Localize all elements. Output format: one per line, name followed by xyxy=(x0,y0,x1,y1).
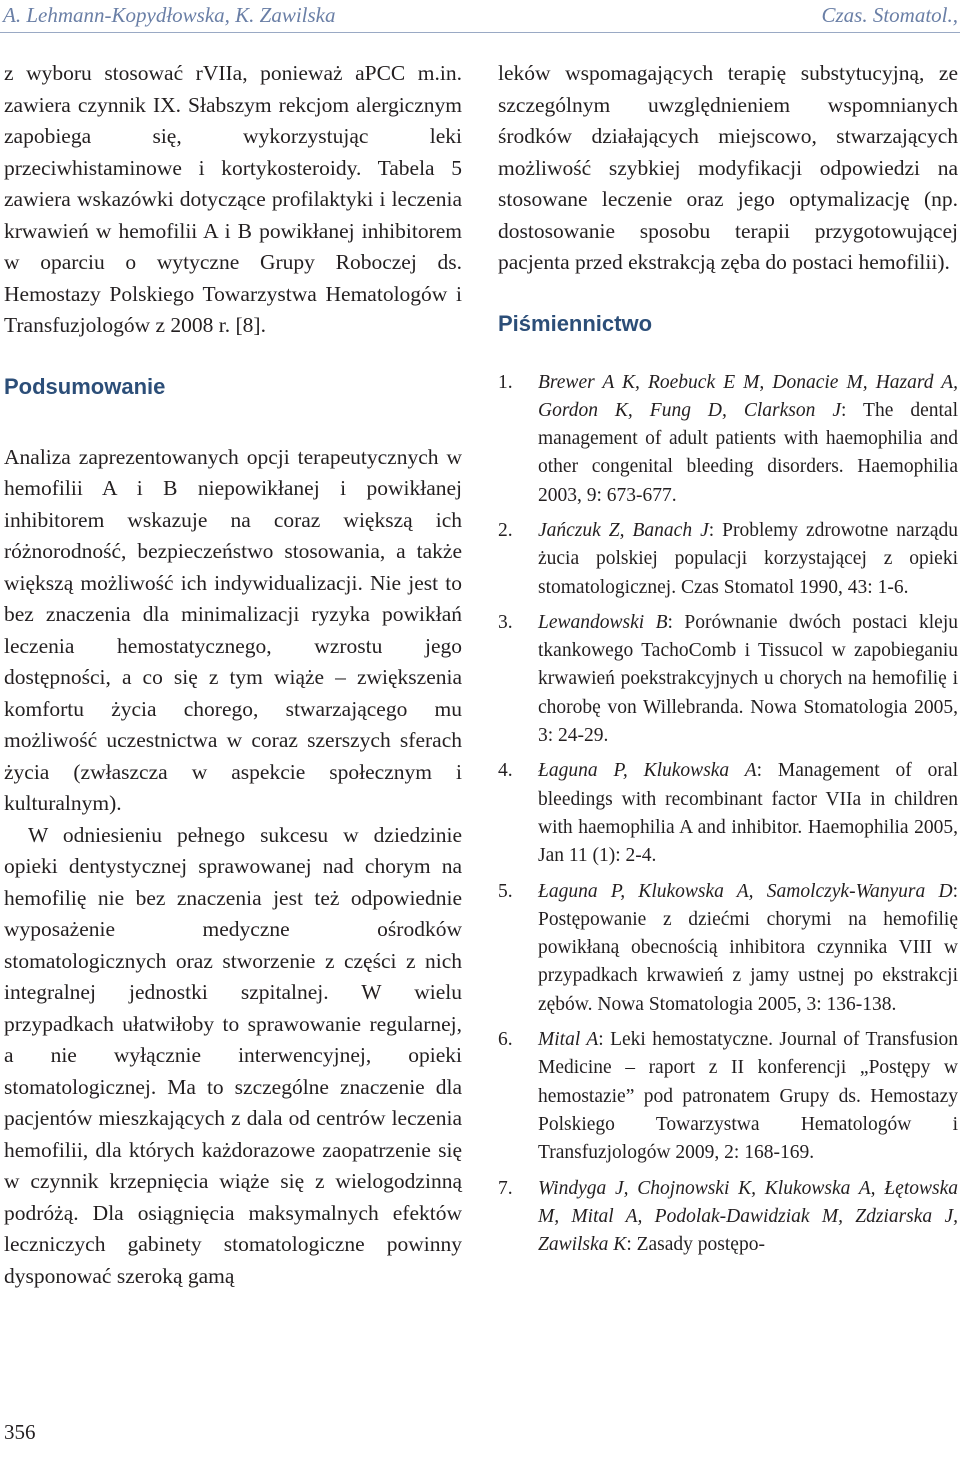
reference-number: 6. xyxy=(498,1029,513,1051)
right-column xyxy=(498,58,958,1266)
reference-authors: Jańczuk Z, Banach J xyxy=(538,519,709,541)
reference-item xyxy=(498,369,958,510)
reference-list xyxy=(498,369,958,1260)
reference-item xyxy=(498,878,958,1019)
reference-authors: Brewer A K, Roebuck E M, Donacie M, Hazard A, Gordon K, Fung D, Clarkson J xyxy=(538,371,958,421)
reference-text: : Zasady postępo- xyxy=(626,1234,765,1256)
summary-paragraph: W odniesieniu pełnego sukcesu w dziedzinie opieki dentystycznej sprawowanej nad chorym na hemofilię nie bez znaczenia jest też odpowiednie wyposażenie medyczne ośrodków stomatologicznych oraz stworzenie z części z nich integralnej jednostki szpitalnej. W wielu przypadkach ułatwiłoby to sprawowanie regularnej, a nie wyłącznie interwencyjnej, opieki stomatologicznej. Ma to szczególne znaczenie dla pacjentów mieszkających z dala od centrów leczenia hemofilii, dla których każdorazowe zaopatrzenie się w czynnik krzepnięcia wiąże się z wielogodzinną podróżą. Dla osiągnięcia maksymalnych efektów leczniczych gabinety stomatologiczne powinny dysponować szeroką gamą xyxy=(4,822,462,1288)
reference-item xyxy=(498,609,958,750)
continuation-paragraph: leków wspomagających terapię substytucyjną, ze szczególnym uwzględnieniem wspomnianych środków działających miejscowo, stwarzających możliwość szybkiej modyfikacji odpowiedzi na stosowane leczenie oraz jego optymalizację (np. dostosowanie sposobu terapii przygotowującej pacjenta przed ekstrakcją zęba do postaci hemofilii). xyxy=(498,61,958,274)
reference-text: : Porównanie dwóch postaci kleju tkankowego TachoComb i Tissucol w zapobieganiu krwawień poekstrakcyjnych u chorych na hemofilię i chorobę von Willebranda. Nowa Stomatologia 2005, 3: 24-29. xyxy=(538,611,958,747)
reference-number: 2. xyxy=(498,519,513,541)
header-authors: A. Lehmann-Kopydłowska, K. Zawilska xyxy=(3,3,336,27)
summary-paragraph: Analiza zaprezentowanych opcji terapeutycznych w hemofilii A i B niepowikłanej i powikłanej inhibitorem wskazuje na coraz większą ich różnorodność, bezpieczeństwo stosowania, a także większą możliwość ich indywidualizacji. Nie jest to bez znaczenia dla minimalizacji ryzyka powikłań leczenia hemostatycznego, wzrostu jego dostępności, a co się z tym wiąże – zwiększenia komfortu życia chorego, stwarzającego mu możliwość uczestnictwa w coraz szerszych sferach życia (zwłaszcza w aspekcie społecznym i kulturalnym). xyxy=(4,444,462,815)
reference-text: : Postępowanie z dziećmi chorymi na hemofilię powikłaną obecnością inhibitora czynnika VIII w przypadkach krwawień z jamy ustnej po ekstrakcji zębów. Nowa Stomatologia 2005, 3: 136-138. xyxy=(538,880,958,1015)
intro-paragraph: z wyboru stosować rVIIa, ponieważ aPCC m.in. zawiera czynnik IX. Słabszym rekcjom alergicznym zapobiega się, wykorzystując leki przeciwhistaminowe i kortykosteroidy. Tabela 5 zawiera wskazówki dotyczące profilaktyki i leczenia krwawień w hemofilii A i B powikłanej inhibitorem w oparciu o wytyczne Grupy Roboczej ds. Hemostazy Polskiego Towarzystwa Hematologów i Transfuzjologów z 2008 r. [8]. xyxy=(4,61,462,337)
reference-item xyxy=(498,757,958,870)
reference-text: : Management of oral bleedings with recombinant factor VIIa in children with haemophilia A and inhibitor. Haemophilia 2005, Jan 11 (1): 2-4. xyxy=(538,760,958,867)
header-journal: Czas. Stomatol., xyxy=(821,3,958,27)
reference-number: 3. xyxy=(498,611,513,633)
reference-number: 1. xyxy=(498,371,513,393)
reference-authors: Lewandowski B xyxy=(538,611,668,633)
running-header xyxy=(0,0,960,33)
page-number: 356 xyxy=(4,1420,36,1444)
reference-authors: Mital A xyxy=(538,1029,599,1051)
reference-item xyxy=(498,1026,958,1167)
reference-authors: Łaguna P, Klukowska A, Samolczyk-Wanyura D xyxy=(538,880,953,902)
reference-number: 4. xyxy=(498,760,513,782)
reference-text: : The dental management of adult patients with haemophilia and other congenital bleeding disorders. Haemophilia 2003, 9: 673-677. xyxy=(538,399,959,506)
reference-authors: Łaguna P, Klukowska A xyxy=(538,760,757,782)
reference-item xyxy=(498,1175,958,1260)
references-heading: Piśmiennictwo xyxy=(498,310,653,336)
reference-text: : Problemy zdrowotne narządu żucia polskiej populacji korzystającej z opieki stomatologicznej. Czas Stomatol 1990, 43: 1-6. xyxy=(538,519,959,598)
left-column xyxy=(4,58,462,1292)
reference-item xyxy=(498,517,958,602)
reference-authors: Windyga J, Chojnowski K, Klukowska A, Łętowska M, Mital A, Podolak-Dawidziak M, Zdziarska J, Zawilska K xyxy=(538,1177,958,1256)
summary-heading: Podsumowanie xyxy=(4,373,166,399)
reference-text: : Leki hemostatyczne. Journal of Transfusion Medicine – raport z II konferencji „Postępy w hemostazie” pod patronatem Grupy ds. Hemostazy Polskiego Towarzystwa Hematologów i Transfuzjologów 2009, 2: 168-169. xyxy=(538,1029,958,1164)
reference-number: 7. xyxy=(498,1177,513,1199)
reference-number: 5. xyxy=(498,880,513,902)
